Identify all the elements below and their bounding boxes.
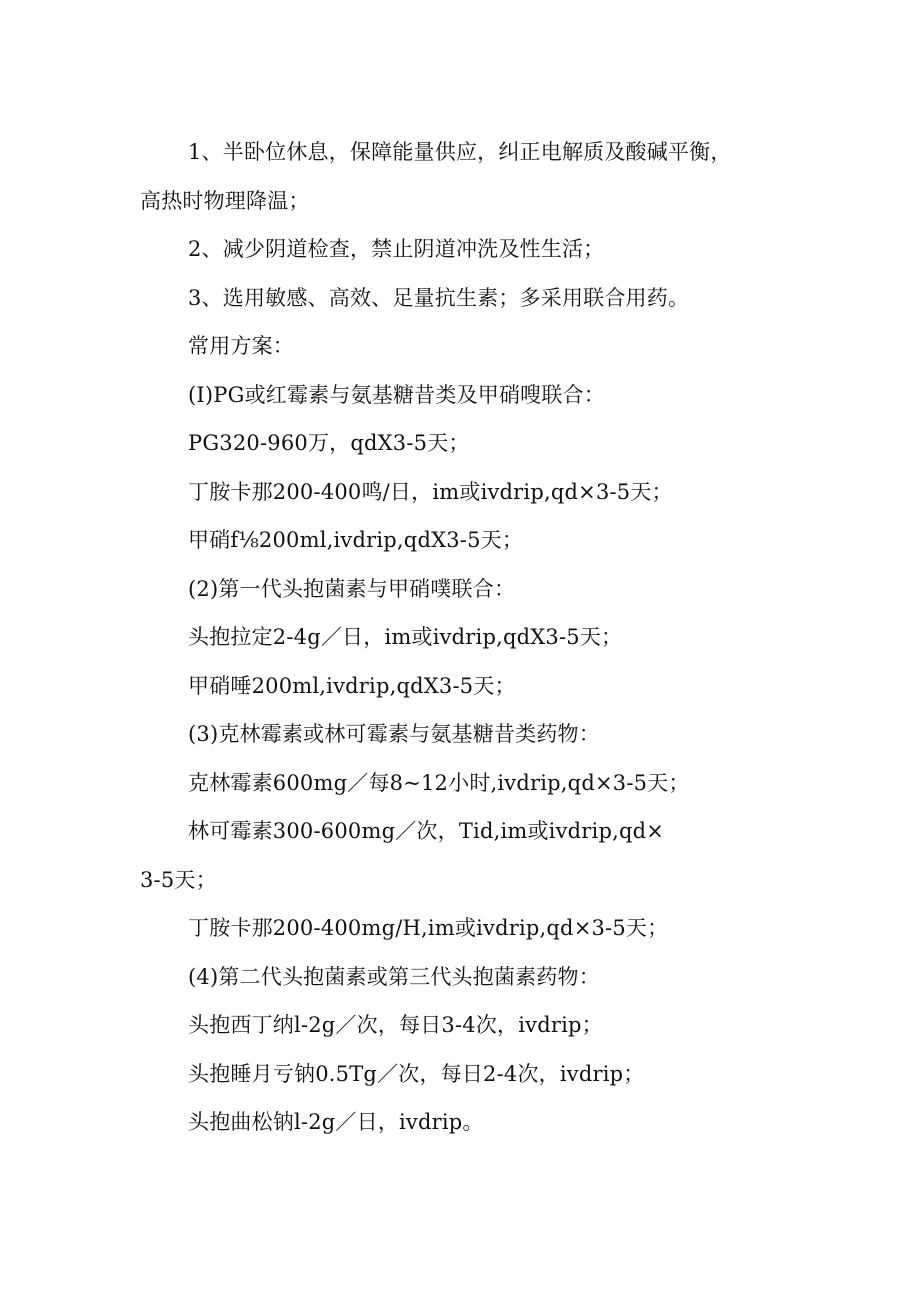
plan-4-drug-1: 头抱西丁纳l-2g／次，每日3-4次，ivdrip； (188, 1013, 603, 1037)
plan-4-drug-3: 头抱曲松钠l-2g／日，ivdrip。 (188, 1110, 484, 1134)
plan-4-heading: (4)第二代头抱菌素或第三代头抱菌素药物： (188, 964, 600, 989)
plan-3-drug-1: 克林霉素600mg／每8~12小时,ivdrip,qd×3-5天； (188, 770, 690, 795)
paragraph-item-1-continued: 高热时物理降温； (140, 188, 310, 213)
plan-3-drug-3: 丁胺卡那200-400mg/H,im或ivdrip,qd×3-5天； (188, 916, 669, 940)
plan-3-drug-2: 林可霉素300-600mg／次，Tid,im或ivdrip,qd× (188, 819, 665, 843)
plan-2-drug-1: 头抱拉定2-4g／日，im或ivdrip,qdX3-5天； (188, 625, 623, 649)
plan-2-drug-2: 甲硝唾200ml,ivdrip,qdX3-5天； (188, 673, 516, 698)
plan-3-heading: (3)克林霉素或林可霉素与氨基糖昔类药物： (188, 722, 600, 746)
document-body (140, 128, 790, 1147)
plan-1-drug-1: PG320-960万，qdX3-5天； (188, 431, 470, 455)
paragraph-item-1: 1、半卧位休息，保障能量供应，纠正电解质及酸碱平衡， (188, 140, 732, 164)
paragraph-item-2: 2、减少阴道检查，禁止阴道冲洗及性生活； (188, 237, 605, 261)
plan-1-drug-3: 甲硝f⅛200ml,ivdrip,qdX3-5天； (188, 528, 524, 552)
plan-2-heading: (2)第一代头抱菌素与甲硝噗联合： (188, 576, 516, 601)
plan-4-drug-2: 头抱睡月亏钠0.5Tg／次，每日2-4次，ivdrip； (188, 1061, 645, 1086)
plan-3-drug-2-continued: 3-5天； (140, 867, 217, 892)
plan-1-heading: (I)PG或红霉素与氨基糖昔类及甲硝嗖联合： (188, 382, 605, 407)
section-heading-common-plans: 常用方案： (188, 334, 294, 358)
paragraph-item-3: 3、选用敏感、高效、足量抗生素；多采用联合用药。 (188, 285, 690, 310)
plan-1-drug-2: 丁胺卡那200-400鸣/日，im或ivdrip,qd×3-5天； (188, 479, 673, 504)
